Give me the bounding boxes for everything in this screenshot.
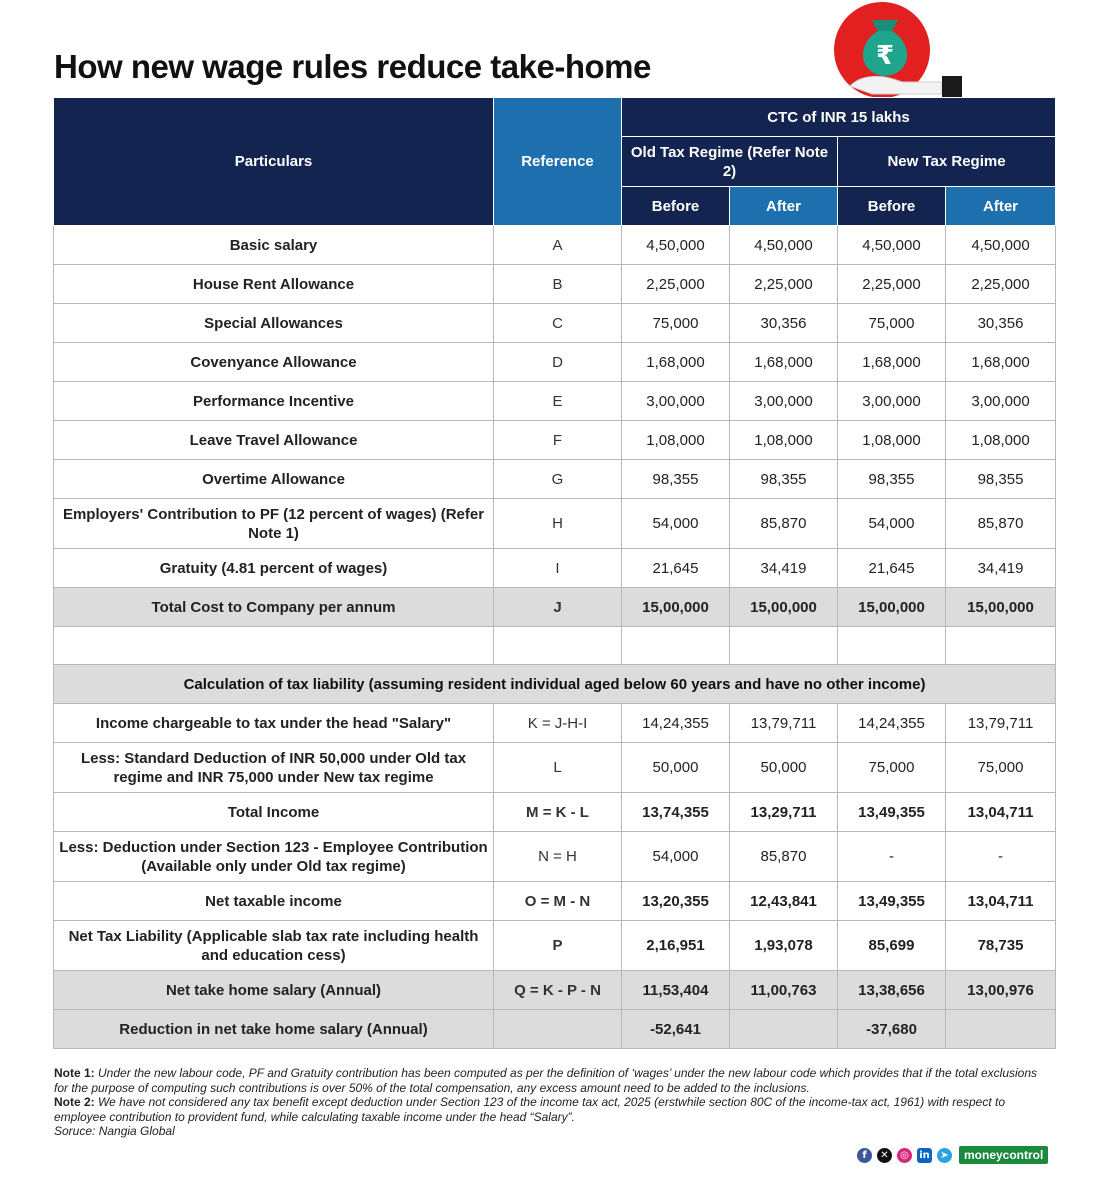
note-1: Note 1: Under the new labour code, PF and Gratuity contribution has been computed as per the definition of ‘wages’ under the new labour code which provides that if the total exclusions for the purpose of computing such contributions is over 50% of the total compensation, any excess amount need to be added to the inclusions. — [54, 1066, 1038, 1095]
row-value: 98,355 — [946, 460, 1056, 499]
row-value: 75,000 — [622, 304, 730, 343]
wage-table — [53, 97, 1056, 1049]
row-value: 34,419 — [946, 549, 1056, 588]
row-value: 50,000 — [730, 743, 838, 793]
table-row — [54, 421, 1056, 460]
header-old-before: Before — [622, 187, 730, 226]
row-value: 1,08,000 — [838, 421, 946, 460]
row-value: 85,870 — [730, 832, 838, 882]
row-label: Net take home salary (Annual) — [54, 971, 494, 1010]
row-value: 54,000 — [622, 499, 730, 549]
row-reference: K = J-H-I — [494, 704, 622, 743]
instagram-icon[interactable]: ◎ — [897, 1148, 912, 1163]
social-bar — [857, 1146, 1048, 1164]
table-row — [54, 743, 1056, 793]
table-row — [54, 265, 1056, 304]
row-reference: H — [494, 499, 622, 549]
table-row — [54, 304, 1056, 343]
table-row — [54, 971, 1056, 1010]
row-value: 4,50,000 — [622, 226, 730, 265]
row-label: Total Cost to Company per annum — [54, 588, 494, 627]
row-value: 3,00,000 — [838, 382, 946, 421]
telegram-icon[interactable]: ➤ — [937, 1148, 952, 1163]
row-value: 15,00,000 — [730, 588, 838, 627]
section-row — [54, 665, 1056, 704]
row-label: Covenyance Allowance — [54, 343, 494, 382]
table-row — [54, 588, 1056, 627]
row-reference: L — [494, 743, 622, 793]
linkedin-icon[interactable]: in — [917, 1148, 932, 1163]
money-bag-hand-icon — [842, 4, 982, 100]
row-value: 12,43,841 — [730, 882, 838, 921]
row-reference: F — [494, 421, 622, 460]
row-value: 85,870 — [730, 499, 838, 549]
table-row — [54, 921, 1056, 971]
row-value: 98,355 — [838, 460, 946, 499]
table-row — [54, 793, 1056, 832]
row-value: 30,356 — [946, 304, 1056, 343]
row-value: 13,20,355 — [622, 882, 730, 921]
row-value: 1,68,000 — [730, 343, 838, 382]
header-old-regime: Old Tax Regime (Refer Note 2) — [622, 137, 838, 187]
source-line: Soruce: Nangia Global — [54, 1124, 175, 1138]
row-reference: M = K - L — [494, 793, 622, 832]
header-old-after: After — [730, 187, 838, 226]
facebook-icon[interactable]: f — [857, 1148, 872, 1163]
row-value: 54,000 — [838, 499, 946, 549]
row-value: 14,24,355 — [838, 704, 946, 743]
row-label: Basic salary — [54, 226, 494, 265]
row-label: Less: Deduction under Section 123 - Employee Contribution (Available only under Old tax regime) — [54, 832, 494, 882]
row-value: 13,29,711 — [730, 793, 838, 832]
row-label: Gratuity (4.81 percent of wages) — [54, 549, 494, 588]
row-reference: D — [494, 343, 622, 382]
row-value: 3,00,000 — [946, 382, 1056, 421]
header-new-before: Before — [838, 187, 946, 226]
reduction-new: -37,680 — [838, 1010, 946, 1049]
empty-cell — [946, 1010, 1056, 1049]
row-value: 1,68,000 — [838, 343, 946, 382]
row-value: 50,000 — [622, 743, 730, 793]
row-label: Performance Incentive — [54, 382, 494, 421]
row-value: 1,93,078 — [730, 921, 838, 971]
table-row — [54, 499, 1056, 549]
spacer-row — [54, 627, 1056, 665]
row-label: Net taxable income — [54, 882, 494, 921]
empty-cell — [838, 627, 946, 665]
header-ctc: CTC of INR 15 lakhs — [622, 98, 1056, 137]
row-label: Special Allowances — [54, 304, 494, 343]
row-value: 1,08,000 — [622, 421, 730, 460]
empty-cell — [54, 627, 494, 665]
row-label: Income chargeable to tax under the head "Salary" — [54, 704, 494, 743]
row-value: 15,00,000 — [838, 588, 946, 627]
row-value: 13,04,711 — [946, 882, 1056, 921]
table-row — [54, 549, 1056, 588]
row-reference: E — [494, 382, 622, 421]
row-value: 4,50,000 — [946, 226, 1056, 265]
row-label: House Rent Allowance — [54, 265, 494, 304]
row-reference: P — [494, 921, 622, 971]
row-value: 54,000 — [622, 832, 730, 882]
row-value: 2,16,951 — [622, 921, 730, 971]
note-2: Note 2: We have not considered any tax benefit except deduction under Section 123 of the income tax act, 2025 (erstwhile section 80C of the income-tax act, 1961) with respect to employee contribution to provident fund, while calculating taxable income under the head “Salary”. — [54, 1095, 1005, 1124]
row-value: 11,00,763 — [730, 971, 838, 1010]
row-value: 85,699 — [838, 921, 946, 971]
row-value: 1,68,000 — [622, 343, 730, 382]
row-value: 75,000 — [838, 743, 946, 793]
row-value: 13,74,355 — [622, 793, 730, 832]
row-value: 11,53,404 — [622, 971, 730, 1010]
page-title: How new wage rules reduce take-home — [54, 48, 651, 85]
empty-cell — [730, 627, 838, 665]
row-label: Less: Standard Deduction of INR 50,000 under Old tax regime and INR 75,000 under New tax regime — [54, 743, 494, 793]
row-reference: Q = K - P - N — [494, 971, 622, 1010]
notes — [54, 1066, 1054, 1139]
header-new-regime: New Tax Regime — [838, 137, 1056, 187]
empty-cell — [494, 627, 622, 665]
row-label: Overtime Allowance — [54, 460, 494, 499]
row-value: 4,50,000 — [838, 226, 946, 265]
row-value: 13,49,355 — [838, 882, 946, 921]
row-reference: A — [494, 226, 622, 265]
row-value: 78,735 — [946, 921, 1056, 971]
row-value: 2,25,000 — [946, 265, 1056, 304]
row-value: 85,870 — [946, 499, 1056, 549]
table-row — [54, 704, 1056, 743]
row-value: 13,49,355 — [838, 793, 946, 832]
reduction-row — [54, 1010, 1056, 1049]
row-value: 3,00,000 — [622, 382, 730, 421]
row-value: 75,000 — [946, 743, 1056, 793]
reduction-old: -52,641 — [622, 1010, 730, 1049]
row-value: 2,25,000 — [730, 265, 838, 304]
table-row — [54, 460, 1056, 499]
row-value: 3,00,000 — [730, 382, 838, 421]
svg-text:₹: ₹ — [875, 41, 895, 71]
table-row — [54, 882, 1056, 921]
row-reference: G — [494, 460, 622, 499]
row-value: 1,08,000 — [730, 421, 838, 460]
empty-cell — [946, 627, 1056, 665]
row-label: Net Tax Liability (Applicable slab tax rate including health and education cess) — [54, 921, 494, 971]
row-value: 34,419 — [730, 549, 838, 588]
table-row — [54, 343, 1056, 382]
row-reference: J — [494, 588, 622, 627]
header-particulars: Particulars — [54, 98, 494, 226]
row-value: 13,79,711 — [730, 704, 838, 743]
reduction-label: Reduction in net take home salary (Annual) — [54, 1010, 494, 1049]
header-new-after: After — [946, 187, 1056, 226]
row-value: - — [838, 832, 946, 882]
row-value: 75,000 — [838, 304, 946, 343]
row-value: 13,04,711 — [946, 793, 1056, 832]
row-value: 1,68,000 — [946, 343, 1056, 382]
section-title: Calculation of tax liability (assuming resident individual aged below 60 years and have no other income) — [54, 665, 1056, 704]
row-value: - — [946, 832, 1056, 882]
row-reference: O = M - N — [494, 882, 622, 921]
row-value: 2,25,000 — [838, 265, 946, 304]
table-row — [54, 832, 1056, 882]
header-reference: Reference — [494, 98, 622, 226]
table-row — [54, 226, 1056, 265]
row-reference: N = H — [494, 832, 622, 882]
row-value: 13,79,711 — [946, 704, 1056, 743]
empty-cell — [730, 1010, 838, 1049]
row-label: Employers' Contribution to PF (12 percent of wages) (Refer Note 1) — [54, 499, 494, 549]
row-value: 30,356 — [730, 304, 838, 343]
row-value: 98,355 — [730, 460, 838, 499]
brand-logo: moneycontrol — [959, 1146, 1048, 1164]
row-value: 15,00,000 — [622, 588, 730, 627]
row-label: Total Income — [54, 793, 494, 832]
row-label: Leave Travel Allowance — [54, 421, 494, 460]
row-value: 21,645 — [622, 549, 730, 588]
row-reference: C — [494, 304, 622, 343]
row-reference: B — [494, 265, 622, 304]
x-icon[interactable]: ✕ — [877, 1148, 892, 1163]
row-value: 2,25,000 — [622, 265, 730, 304]
row-value: 98,355 — [622, 460, 730, 499]
row-value: 4,50,000 — [730, 226, 838, 265]
row-value: 15,00,000 — [946, 588, 1056, 627]
row-value: 13,00,976 — [946, 971, 1056, 1010]
reduction-ref — [494, 1010, 622, 1049]
row-value: 13,38,656 — [838, 971, 946, 1010]
table-row — [54, 382, 1056, 421]
row-reference: I — [494, 549, 622, 588]
row-value: 1,08,000 — [946, 421, 1056, 460]
row-value: 21,645 — [838, 549, 946, 588]
empty-cell — [622, 627, 730, 665]
row-value: 14,24,355 — [622, 704, 730, 743]
